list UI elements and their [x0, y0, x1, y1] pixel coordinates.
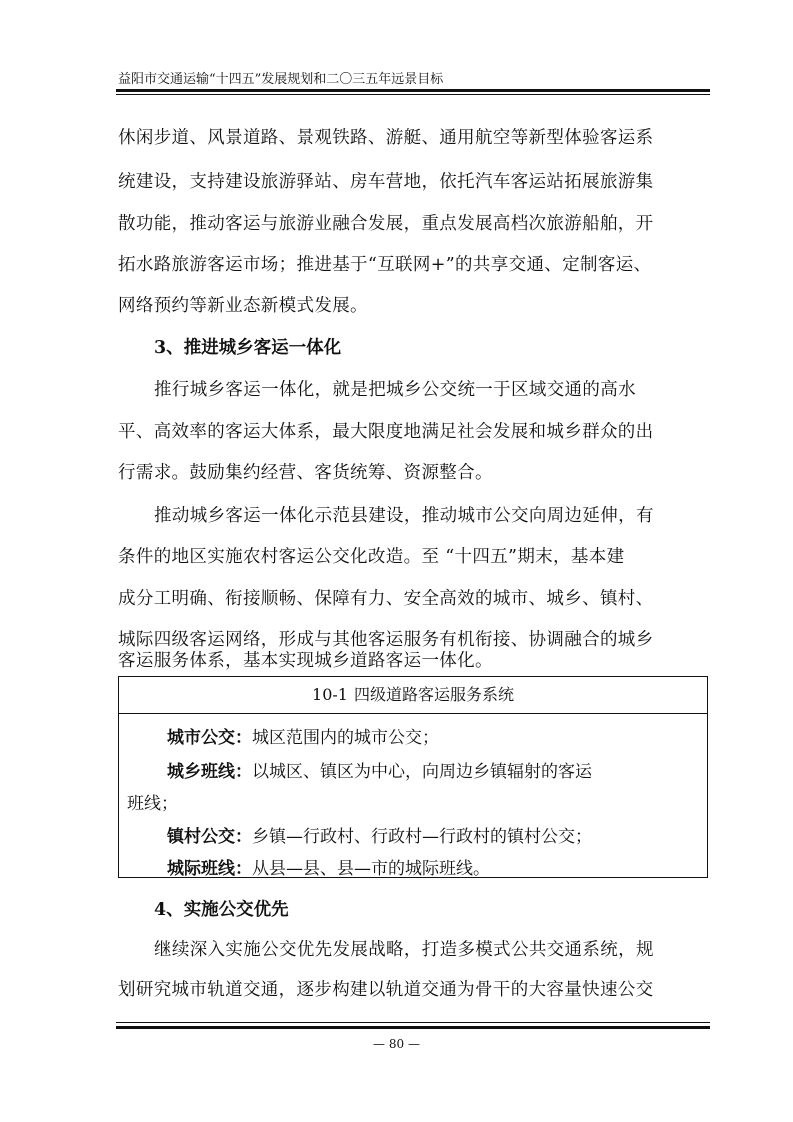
- footer-rule-thick: [116, 1026, 710, 1029]
- section-heading-3: [154, 334, 341, 359]
- text-line: 继续深入实施公交优先发展战略，打造多模式公共交通系统，规: [154, 940, 654, 960]
- box-item-term: 城乡班线：: [167, 762, 252, 782]
- text-line: 拓水路旅游客运市场；推进基于“互联网+”的共享交通、定制客运、: [118, 255, 652, 275]
- info-box-title-text: 四级道路客运服务系统: [353, 685, 514, 704]
- text-line: 统建设，支持建设旅游驿站、房车营地，依托汽车客运站拓展旅游集: [118, 172, 654, 192]
- box-item-desc: 从县—县、县—市的城际班线。: [252, 859, 490, 879]
- box-item-desc: 以城区、镇区为中心，向周边乡镇辐射的客运: [252, 762, 592, 782]
- header-rule-thick: [116, 89, 710, 92]
- footer-rule-thin: [116, 1022, 710, 1023]
- text-line: 城际四级客运网络，形成与其他客运服务有机衔接、协调融合的城乡: [118, 630, 654, 650]
- section-number: 3、: [154, 338, 184, 358]
- box-item-urban-bus: [167, 723, 439, 748]
- section-title: 实施公交优先: [183, 900, 289, 920]
- text-line: 平、高效率的客运大体系，最大限度地满足社会发展和城乡群众的出: [118, 422, 654, 442]
- info-box-passenger-service-system: [118, 676, 708, 878]
- box-item-term: 城际班线：: [167, 859, 252, 879]
- header-rule-thin: [116, 94, 710, 95]
- box-item-term: 镇村公交：: [167, 827, 252, 847]
- text-line: 行需求。鼓励集约经营、客货统筹、资源整合。: [118, 463, 493, 483]
- box-item-term: 城市公交：: [167, 728, 252, 748]
- info-box-code: 10-1: [312, 685, 348, 704]
- section-title: 推进城乡客运一体化: [183, 338, 342, 358]
- box-item-intercity-line: [167, 854, 490, 879]
- text-line: 划研究城市轨道交通，逐步构建以轨道交通为骨干的大容量快速公交: [118, 980, 654, 1000]
- text-line: 客运服务体系，基本实现城乡道路客运一体化。: [118, 651, 493, 671]
- box-item-town-village-bus: [167, 822, 592, 847]
- box-item-urban-rural-line: [167, 757, 592, 782]
- info-box-title: [119, 677, 707, 714]
- text-line: 条件的地区实施农村客运公交化改造。至 “十四五”期末，基本建: [118, 547, 625, 567]
- text-line: 成分工明确、衔接顺畅、保障有力、安全高效的城市、城乡、镇村、: [118, 589, 654, 609]
- page-number: — 80 —: [373, 1037, 420, 1051]
- box-item-continuation: 班线；: [127, 794, 178, 814]
- text-line: 推动城乡客运一体化示范县建设，推动城市公交向周边延伸，有: [154, 506, 654, 526]
- section-number: 4、: [154, 900, 184, 920]
- section-heading-4: [154, 896, 289, 921]
- header-title: 益阳市交通运输“十四五”发展规划和二〇三五年远景目标: [118, 72, 444, 87]
- text-line: 推行城乡客运一体化，就是把城乡公交统一于区域交通的高水: [154, 380, 636, 400]
- text-line: 散功能，推动客运与旅游业融合发展，重点发展高档次旅游船舶，开: [118, 214, 654, 234]
- box-item-desc: 城区范围内的城市公交；: [252, 728, 439, 748]
- box-item-desc: 乡镇—行政村、行政村—行政村的镇村公交；: [252, 827, 592, 847]
- text-line: 休闲步道、风景道路、景观铁路、游艇、通用航空等新型体验客运系: [118, 128, 654, 148]
- text-line: 网络预约等新业态新模式发展。: [118, 296, 368, 316]
